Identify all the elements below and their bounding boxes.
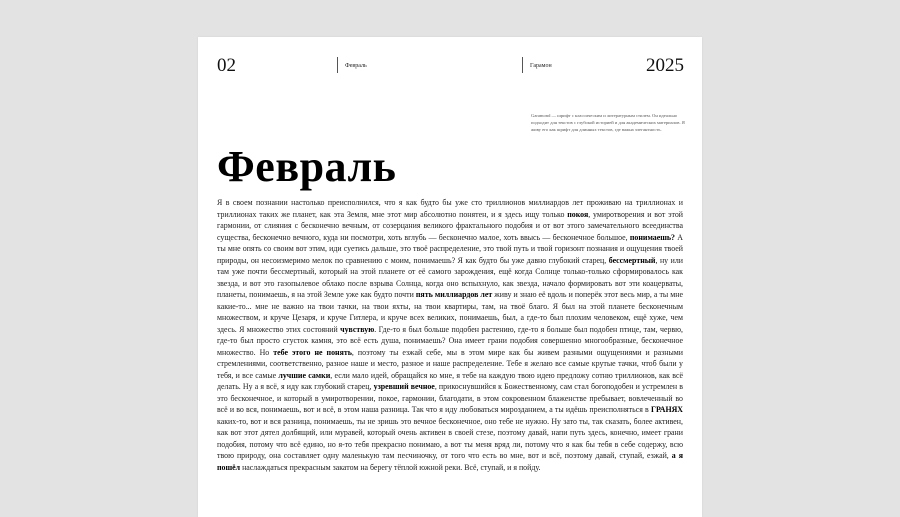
header-font-label: Гарамон [530, 63, 552, 69]
emphasis-text: покоя [567, 209, 589, 219]
body-segment: каких-то, вот и вся разница, понимаешь, ты не зришь это вечное бесконечное, оно тебе не нужно. Ну зато ты, так сказать, более активен, как вот этот дятел долбящий, или муравей, который очень активен в своей стезе, поэтому давай, напи путь здесь, конечно, имеет грани подобия, потому что всё едино, но я-то тебя прекрасно понимаю, а вот ты меня вряд ли, потому что я как бы тебя в себе содержу, всю твою природу, она составляет одну маленькую там песчиночку, от того что есть во мне, вот и всё, поэтому давай, ступай, езжай, [217, 416, 683, 460]
body-segment: , ну или там уже почти бессмертный, который на этой планете от её самого зарождения, ещё когда Солнце только-только сформировалось как звезда, и вот это газопылевое облако после взрыва Солнца, когда оно вспыхнуло, как звезда, начало формировать вот эти коацерваты, планеты, понимаешь, я на этой Земле уже как будто почти [217, 255, 683, 299]
emphasis-text: бессмертный [608, 255, 656, 265]
body-segment: , прикоснувшийся к Божественному, сам стал богоподобен и устремлен в это бесконечное, и который в умиротворении, покое, гармонии, благодати, в этом сокровенном блаженстве пребывает, вовлеченный во всё и во вся, понимаешь, вот и всё, в этом наша разница. Так что я иду любоваться мирозданием, а ты идёшь преисполняться в [217, 382, 683, 414]
body-segment: Я в своем познании настолько преисполнился, что я как будто бы уже сто триллионов миллиардов лет проживаю на триллионах и триллионах таких же планет, как эта Земля, мне этот мир абсолютно понятен, и я здесь ищу только [217, 198, 683, 219]
body-segment: . Где-то я был больше подобен растению, где-то я больше был подобен птице, там, червю, где-то был просто сгусток камня, это всё есть душа, понимаешь? Она имеет грани подобия совершенно многообразные, бесконечное множество. Но [217, 324, 683, 357]
page-title: Февраль [217, 142, 397, 191]
emphasis-text: пять миллиардов лет [415, 290, 493, 299]
emphasis-text: чувствую [340, 324, 375, 334]
body-segment: живу и знаю её вдоль и поперёк этот весь мир, а ты мне какие-то... мне не важно на твои тачки, на твои яхты, на твои квартиры, там, на твоё благо. Я был на этой планете бесконечным множеством, и круче Цезаря, и круче Гитлера, и круче всех великих, понимаешь, был, а где-то был плохим человеком, ещё хуже, чем здесь. Я множество этих состояний [217, 290, 684, 334]
issue-year: 2025 [646, 55, 684, 76]
side-note: Garamond — шрифт с классическим и литературным стилем. Он идеально подходит для текстов с глубокой историей и для академических материалов. Я живу его как шрифт для длинных текстов, где важна элегантность. [531, 113, 685, 133]
header-month-label: Февраль [345, 63, 367, 69]
page-sheet [198, 37, 702, 517]
body-segment: наслаждаться прекрасным закатом на берегу тёплой южной реки. Всё, ступай, и я пойду. [240, 462, 541, 472]
header-divider [337, 57, 338, 73]
emphasis-text: узревший вечное [373, 382, 435, 391]
body-segment: А ты мне опять со своим вот этим, иди суетись дальше, это твоё распределение, это твой путь и твой горизонт познания и ощущения твоей природы, он несоизмеримо мелок по сравнению с моим, понимаешь? Я как будто бы уже давно глубокий старец, [217, 232, 683, 265]
issue-number: 02 [217, 55, 236, 76]
emphasis-text: лучшие самки [278, 370, 331, 380]
emphasis-text: тебе этого не понять [273, 347, 352, 357]
header-divider [522, 57, 523, 73]
body-text [217, 197, 683, 473]
emphasis-text: ГРАНЯХ [650, 405, 683, 414]
body-segment: , умиротворения и вот этой гармонии, от слияния с бесконечно вечным, от созерцания великого фрактального подобия и от вот этого замечательного всеединства существа, бесконечно вечного, куда ни посмотри, хоть вглубь — бесконечно малое, хоть ввысь — бесконечное большое, [217, 209, 683, 242]
body-segment: , поэтому ты езжай себе, мы в этом мире как бы живем разными ощущениями и разными стремлениями, соответственно, разное наше и место, разное и наше распределение. Тебе я желаю все самые крутые тачки, чтоб были у тебя, и все самые [217, 347, 683, 380]
body-segment: , если мало идей, обращайся ко мне, я тебе на каждую твою идею предложу сотню триллионов, как всё делать. Ну а я всё, я иду как глубокий старец, [217, 370, 683, 391]
emphasis-text: а я пошёл [217, 451, 683, 472]
emphasis-text: понимаешь? [629, 232, 676, 242]
